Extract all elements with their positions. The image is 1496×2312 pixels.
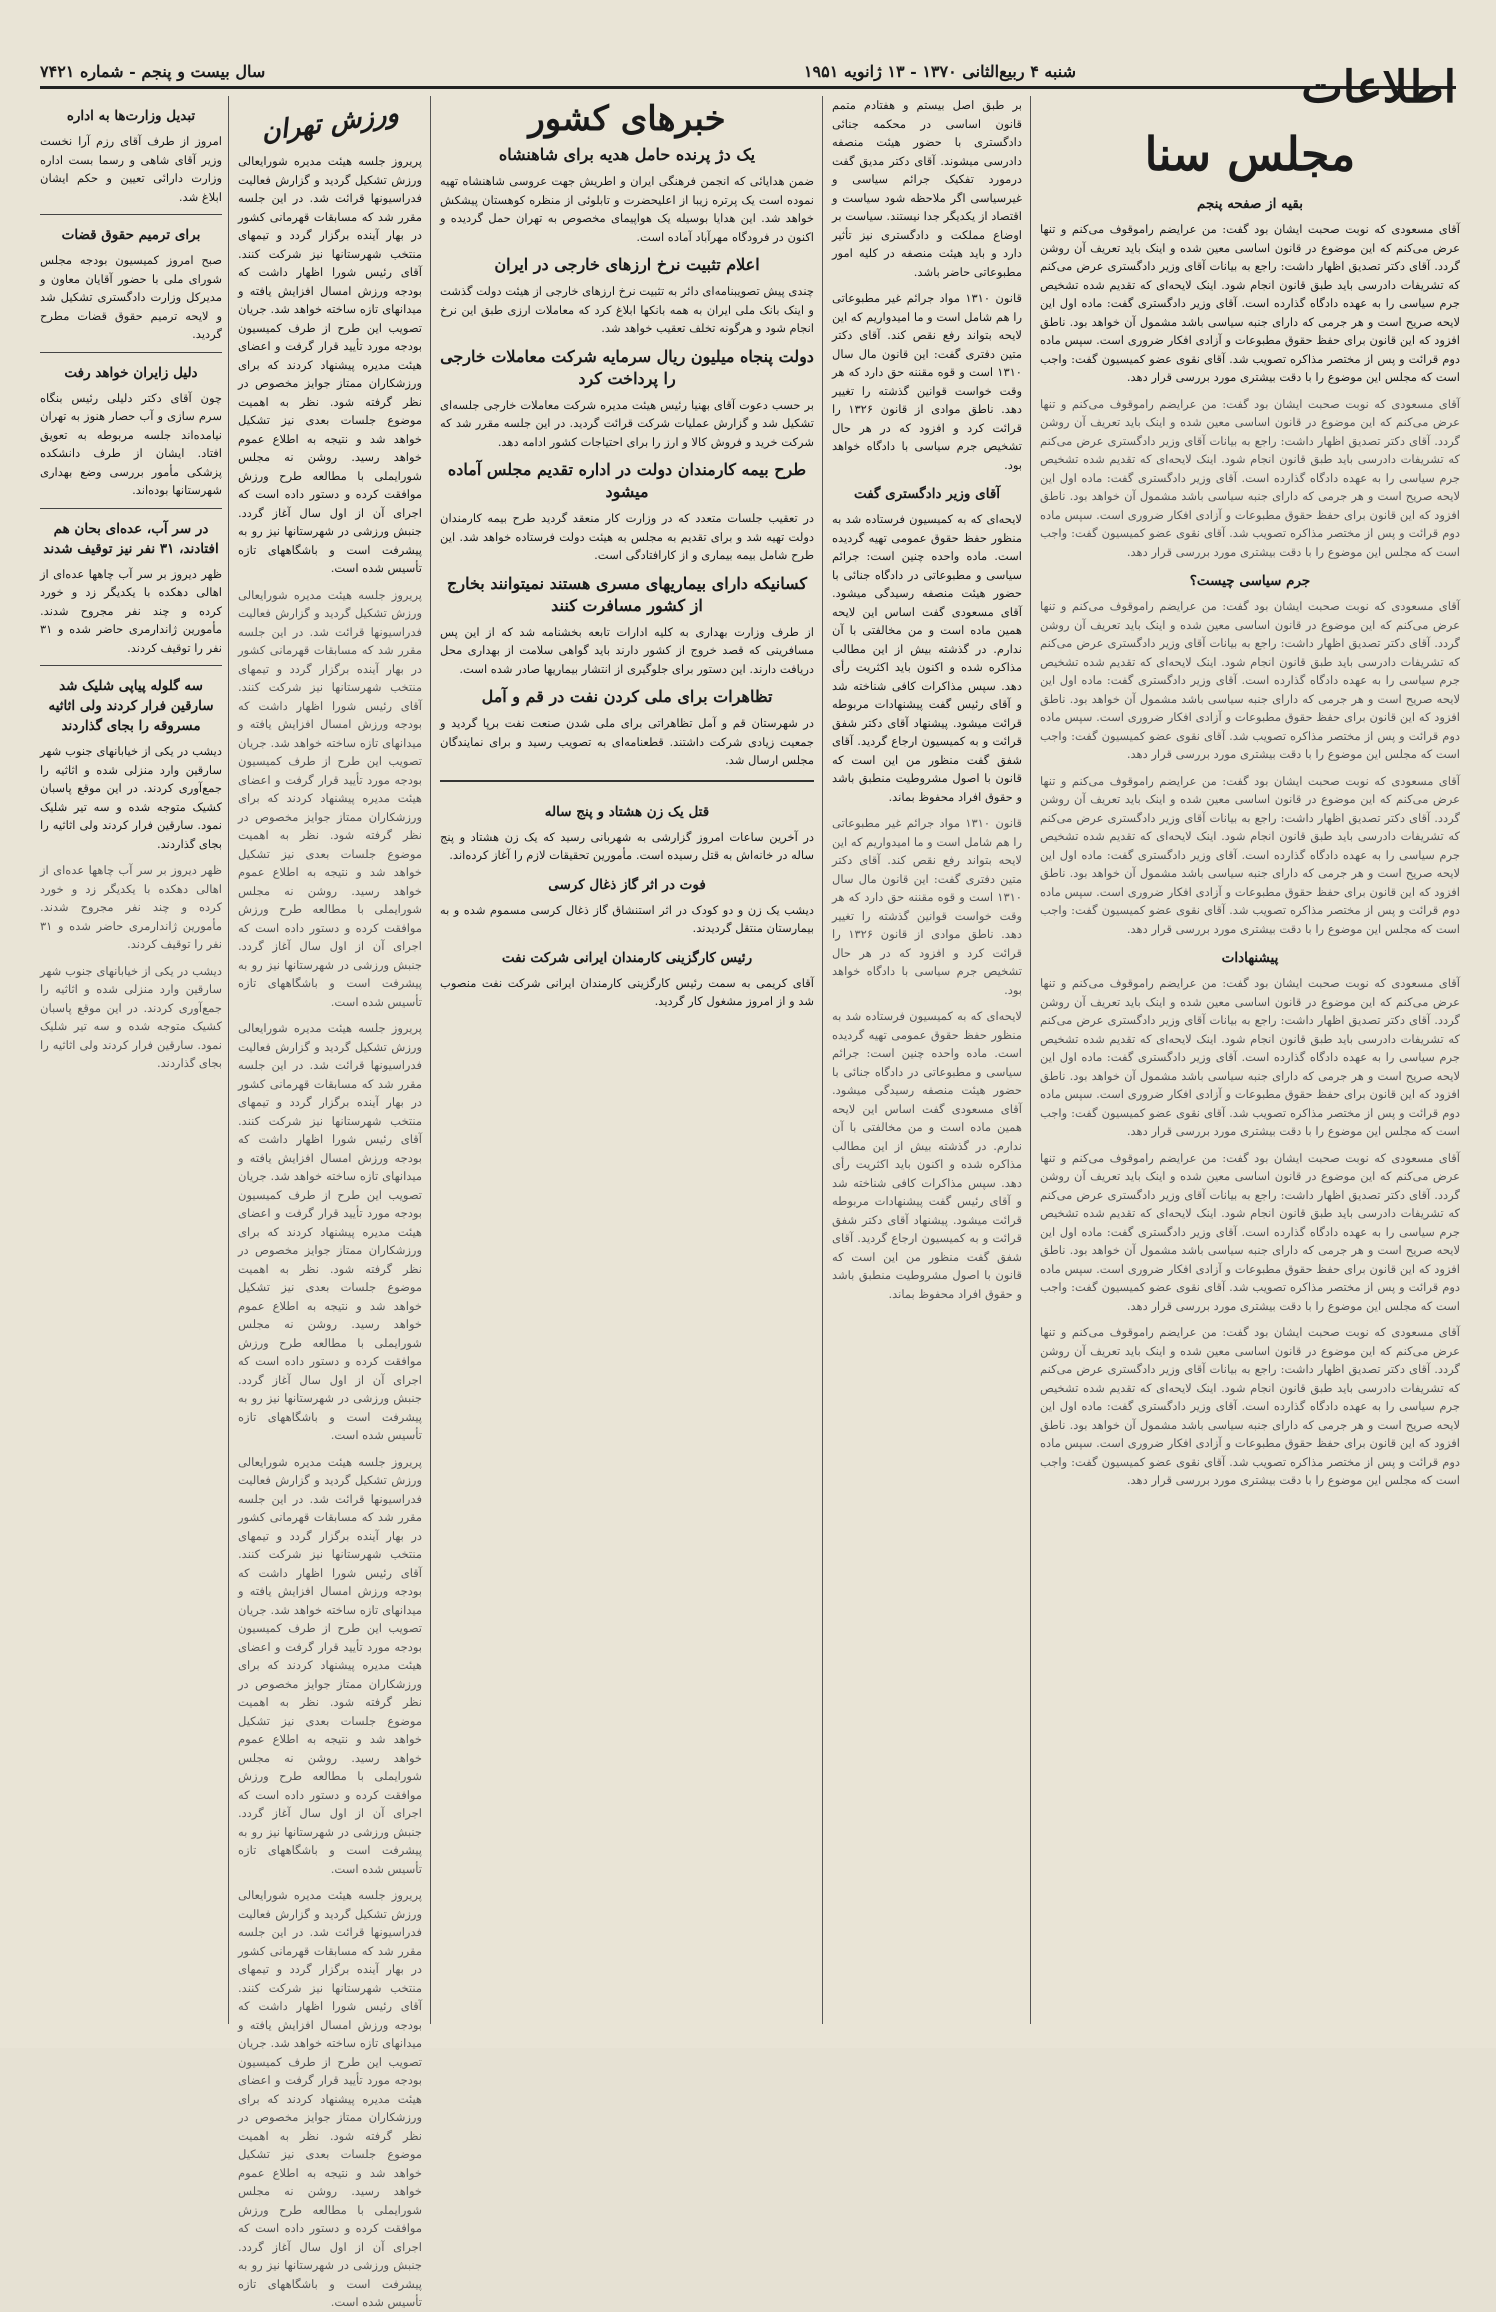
brief4-body: ظهر دیروز بر سر آب چاهها عده‌ای از اهالی دهکده با یکدیگر زد و خورد کرده و چند نفر مجروح شدند. مأمورین ژاندارمری حاضر شده و ۳۱ نفر را توقیف کردند. bbox=[40, 566, 222, 655]
brief1-body: امروز از طرف آقای رزم آرا نخست وزیر آقای شاهی و رسما بست اداره وزارت دارائی تعیین و حکم ایشان ابلاغ شد. bbox=[40, 134, 222, 204]
sports-body-continued: پریروز جلسه هیئت مدیره شورایعالی ورزش تشکیل گردید و گزارش فعالیت فدراسیونها قرائت شد. در این جلسه مقرر شد که مسابقات قهرمانی کشور در بهار آینده برگزار گردد و تیمهای منتخب شهرستانها نیز شرکت کنند. آقای رئیس شورا اظهار داشت که بودجه ورزش امسال افزایش یافته و میدانهای تازه ساخته خواهد شد. جریان تصویب این طرح از طرف کمیسیون بودجه مورد تأیید قرار گرفت و اعضای هیئت مدیره پیشنهاد کردند که برای ورزشکاران ممتاز جوایز مخصوص در نظر گرفته شود. نظر به اهمیت موضوع جلسات بعدی نیز تشکیل خواهد شد و نتیجه به اطلاع عموم خواهد رسید. روشن نه مجلس شورایملی با مطالعه طرح ورزش موافقت کرده و دستور داده است که اجرای آن از اول سال آغاز گردد. جنبش ورزشی در شهرستانها نیز رو به پیشرفت است و باشگاههای تازه تأسیس شده است. bbox=[238, 587, 422, 1009]
divider bbox=[40, 665, 222, 666]
gift-body: ضمن هدایائی که انجمن فرهنگی ایران و اطریش جهت عروسی شاهنشاه تهیه نموده است یک پرتره زیبا از اعلیحضرت و تابلوئی از منظره کوهستان پیشکش خواهد شد. این هدایا بوسیله یک هواپیمای مخصوص به تهران حمل گردیده و اکنون در فرودگاه مهرآباد آماده است. bbox=[440, 174, 814, 244]
sports-body-continued: پریروز جلسه هیئت مدیره شورایعالی ورزش تشکیل گردید و گزارش فعالیت فدراسیونها قرائت شد. در این جلسه مقرر شد که مسابقات قهرمانی کشور در بهار آینده برگزار گردد و تیمهای منتخب شهرستانها نیز شرکت کنند. آقای رئیس شورا اظهار داشت که بودجه ورزش امسال افزایش یافته و میدانهای تازه ساخته خواهد شد. جریان تصویب این طرح از طرف کمیسیون بودجه مورد تأیید قرار گرفت و اعضای هیئت مدیره پیشنهاد کردند که برای ورزشکاران ممتاز جوایز مخصوص در نظر گرفته شود. نظر به اهمیت موضوع جلسات بعدی نیز تشکیل خواهد شد و نتیجه به اطلاع عموم خواهد رسید. روشن نه مجلس شورایملی با مطالعه طرح ورزش موافقت کرده و دستور داده است که اجرای آن از اول سال آغاز گردد. جنبش ورزشی در شهرستانها نیز رو به پیشرفت است و باشگاههای تازه تأسیس شده است. bbox=[238, 1888, 422, 2309]
column-senate bbox=[1040, 118, 1460, 2024]
col2-body-top: بر طبق اصل بیستم و هفتادم متمم قانون اساسی در محکمه جنائی دادگستری با حضور هیئت منصفه دادرسی میشوند. آقای دکتر مدیق گفت درمورد تفکیک جرائم سیاسی و غیرسیاسی اگر ملاحظه شود سیاست و اقتصاد از یکدیگر جدا نیستند. سیاست بر اوضاع مملکت و دادگستری نیز تأثیر دارد و باید هیئت منصفه در کلیه امور مطبوعاتی حاضر باشد. bbox=[832, 98, 1022, 279]
domestic-title: خبرهای کشور bbox=[528, 99, 726, 139]
senate-body-continued: آقای مسعودی که نوبت صحبت ایشان بود گفت: من عرایضم راموقوف می‌کنم و تنها عرض می‌کنم که این موضوع در قانون اساسی معین شده و اینک باید تعریف آن روشن گردد. آقای دکتر تصدیق اظهار داشت: راجع به بیانات آقای وزیر دادگستری عرض می‌کنم که تشریفات دادرسی باید طبق قانون انجام شود. اینک لایحه‌ای که تقدیم شده تشخیص جرم سیاسی را به عهده دادگاه گذارده است. آقای وزیر دادگستری گفت: ماده اول این لایحه صریح است و هر جرمی که دارای جنبه سیاسی باشد مشمول آن خواهد بود. ناطق افزود که این قانون برای حفظ حقوق مطبوعات و آزادی افکار ضروری است. سپس ماده دوم قرائت و پس از مختصر مذاکره تصویب شد. آقای نقوی عضو کمیسیون گفت: واجب است که مجلس این موضوع را با دقت بیشتری مورد بررسی قرار دهد. bbox=[1040, 773, 1460, 936]
insurance-heading: طرح بیمه کارمندان دولت در اداره تقدیم مجلس آماده میشود bbox=[447, 460, 807, 501]
brief5-body: دیشب در یکی از خیابانهای جنوب شهر سارقین وارد منزلی شده و اثاثیه را جمع‌آوری کردند. در این موقع پاسبان کشیک متوجه شده و سه تیر شلیک نمود. سارقین فرار کردند ولی اثاثیه را بجای گذاردند. bbox=[40, 744, 222, 851]
visa-heading: کسانیکه دارای بیماریهای مسری هستند نمیتوانند بخارج از کشور مسافرت کنند bbox=[447, 573, 807, 615]
sports-body: پریروز جلسه هیئت مدیره شورایعالی ورزش تشکیل گردید و گزارش فعالیت فدراسیونها قرائت شد. در این جلسه مقرر شد که مسابقات قهرمانی کشور در بهار آینده برگزار گردد و تیمهای منتخب شهرستانها نیز شرکت کنند. آقای رئیس شورا اظهار داشت که بودجه ورزش امسال افزایش یافته و میدانهای تازه ساخته خواهد شد. جریان تصویب این طرح از طرف کمیسیون بودجه مورد تأیید قرار گرفت و اعضای هیئت مدیره پیشنهاد کردند که برای ورزشکاران ممتاز جوایز مخصوص در نظر گرفته شود. نظر به اهمیت موضوع جلسات بعدی نیز تشکیل خواهد شد و نتیجه به اطلاع عموم خواهد رسید. روشن نه مجلس شورایملی با مطالعه طرح ورزش موافقت کرده و دستور داده است که اجرای آن از اول سال آغاز گردد. جنبش ورزشی در شهرستانها نیز رو به پیشرفت است و باشگاههای تازه تأسیس شده است. bbox=[238, 154, 422, 575]
staff-body: آقای کریمی به سمت رئیس کارگزینی کارمندان ایرانی شرکت نفت منصوب شد و از امروز مشغول کار گردید. bbox=[440, 975, 814, 1008]
brief2-heading: برای ترمیم حقوق قضات bbox=[61, 227, 201, 243]
col2-heading: آقای وزیر دادگستری گفت bbox=[853, 486, 1001, 502]
brief5-heading: سه گلوله پیاپی شلیک شد سارقین فرار کردند ولی اثاثیه مسروقه را بجای گذاردند bbox=[48, 678, 214, 734]
senate-body-continued: آقای مسعودی که نوبت صحبت ایشان بود گفت: من عرایضم راموقوف می‌کنم و تنها عرض می‌کنم که این موضوع در قانون اساسی معین شده و اینک باید تعریف آن روشن گردد. آقای دکتر تصدیق اظهار داشت: راجع به بیانات آقای وزیر دادگستری عرض می‌کنم که تشریفات دادرسی باید طبق قانون انجام شود. اینک لایحه‌ای که تقدیم شده تشخیص جرم سیاسی را به عهده دادگاه گذارده است. آقای وزیر دادگستری گفت: ماده اول این لایحه صریح است و هر جرمی که دارای جنبه سیاسی باشد مشمول آن خواهد بود. ناطق افزود که این قانون برای حفظ حقوق مطبوعات و آزادی افکار ضروری است. سپس ماده دوم قرائت و پس از مختصر مذاکره تصویب شد. آقای نقوی عضو کمیسیون گفت: واجب است که مجلس این موضوع را با دقت بیشتری مورد بررسی قرار دهد. bbox=[1040, 1150, 1460, 1313]
brief5-body-continued: دیشب در یکی از خیابانهای جنوب شهر سارقین وارد منزلی شده و اثاثیه را جمع‌آوری کردند. در این موقع پاسبان کشیک متوجه شده و سه تیر شلیک نمود. سارقین فرار کردند ولی اثاثیه را بجای گذاردند. bbox=[40, 963, 222, 1070]
insurance-body: در تعقیب جلسات متعدد که در وزارت کار منعقد گردید طرح بیمه کارمندان دولت تهیه شد و برای تقدیم به مجلس به هیئت دولت فرستاده خواهد شد. این طرح شامل بیمه بیماری و از کارافتادگی است. bbox=[440, 511, 814, 562]
senate-body-continued: آقای مسعودی که نوبت صحبت ایشان بود گفت: من عرایضم راموقوف می‌کنم و تنها عرض می‌کنم که این موضوع در قانون اساسی معین شده و اینک باید تعریف آن روشن گردد. آقای دکتر تصدیق اظهار داشت: راجع به بیانات آقای وزیر دادگستری عرض می‌کنم که تشریفات دادرسی باید طبق قانون انجام شود. اینک لایحه‌ای که تقدیم شده تشخیص جرم سیاسی را به عهده دادگاه گذارده است. آقای وزیر دادگستری گفت: ماده اول این لایحه صریح است و هر جرمی که دارای جنبه سیاسی باشد مشمول آن خواهد بود. ناطق افزود که این قانون برای حفظ حقوق مطبوعات و آزادی افکار ضروری است. سپس ماده دوم قرائت و پس از مختصر مذاکره تصویب شد. آقای نقوی عضو کمیسیون گفت: واجب است که مجلس این موضوع را با دقت بیشتری مورد بررسی قرار دهد. bbox=[1040, 599, 1460, 761]
senate-body-continued: آقای مسعودی که نوبت صحبت ایشان بود گفت: من عرایضم راموقوف می‌کنم و تنها عرض می‌کنم که این موضوع در قانون اساسی معین شده و اینک باید تعریف آن روشن گردد. آقای دکتر تصدیق اظهار داشت: راجع به بیانات آقای وزیر دادگستری عرض می‌کنم که تشریفات دادرسی باید طبق قانون انجام شود. اینک لایحه‌ای که تقدیم شده تشخیص جرم سیاسی را به عهده دادگاه گذارده است. آقای وزیر دادگستری گفت: ماده اول این لایحه صریح است و هر جرمی که دارای جنبه سیاسی باشد مشمول آن خواهد بود. ناطق افزود که این قانون برای حفظ حقوق مطبوعات و آزادی افکار ضروری است. سپس ماده دوم قرائت و پس از مختصر مذاکره تصویب شد. آقای نقوی عضو کمیسیون گفت: واجب است که مجلس این موضوع را با دقت بیشتری مورد بررسی قرار دهد. bbox=[1040, 1325, 1460, 1487]
loan-heading: دولت پنجاه میلیون ریال سرمایه شرکت معاملات خارجی را پرداخت کرد bbox=[440, 346, 814, 388]
senate-body-continued: آقای مسعودی که نوبت صحبت ایشان بود گفت: من عرایضم راموقوف می‌کنم و تنها عرض می‌کنم که این موضوع در قانون اساسی معین شده و اینک باید تعریف آن روشن گردد. آقای دکتر تصدیق اظهار داشت: راجع به بیانات آقای وزیر دادگستری عرض می‌کنم که تشریفات دادرسی باید طبق قانون انجام شود. اینک لایحه‌ای که تقدیم شده تشخیص جرم سیاسی را به عهده دادگاه گذارده است. آقای وزیر دادگستری گفت: ماده اول این لایحه صریح است و هر جرمی که دارای جنبه سیاسی باشد مشمول آن خواهد بود. ناطق افزود که این قانون برای حفظ حقوق مطبوعات و آزادی افکار ضروری است. سپس ماده دوم قرائت و پس از مختصر مذاکره تصویب شد. آقای نقوی عضو کمیسیون گفت: واجب است که مجلس این موضوع را با دقت بیشتری مورد بررسی قرار دهد. bbox=[1040, 976, 1460, 1138]
column-rule bbox=[822, 96, 823, 2024]
column-rule bbox=[1030, 96, 1031, 2024]
demo-body: در شهرستان قم و آمل تظاهراتی برای ملی شدن صنعت نفت برپا گردید و جمعیت زیادی شرکت داشتند. قطعنامه‌ای به تصویب رسید و برای نمایندگان مجلس ارسال شد. bbox=[440, 716, 814, 767]
col2-body-continued: قانون ۱۳۱۰ مواد جرائم غیر مطبوعاتی را هم شامل است و ما امیدواریم که این لایحه بتواند رفع نقص کند. آقای دکتر متین دفتری گفت: این قانون مال سال ۱۳۱۰ است و قوه مقننه حق دارد که هر وقت خواست قوانین گذشته را تغییر دهد. ناطق موادی از قانون ۱۳۲۶ را قرائت کرد و افزود که در هر حال تشخیص جرم سیاسی با دادگاه خواهد بود. bbox=[832, 816, 1023, 997]
brief5-body-continued: ظهر دیروز بر سر آب چاهها عده‌ای از اهالی دهکده با یکدیگر زد و خورد کرده و چند نفر مجروح شدند. مأمورین ژاندارمری حاضر شده و ۳۱ نفر را توقیف کردند. bbox=[40, 863, 222, 951]
suggestions-heading: پیشنهادات bbox=[1221, 950, 1279, 966]
visa-body: از طرف وزارت بهداری به کلیه ادارات تابعه بخشنامه شد که از این پس مسافرینی که قصد خروج از کشور دارند باید گواهی سلامت از بهداری محل دریافت دارند. این دستور برای جلوگیری از انتشار بیماریها صادر شده است. bbox=[440, 624, 814, 676]
rates-heading: اعلام تثبیت نرخ ارزهای خارجی در ایران bbox=[494, 255, 760, 274]
divider bbox=[40, 508, 222, 509]
column-senate-continued bbox=[832, 96, 1022, 2024]
brief1-heading: تبدیل وزارت‌ها به اداره bbox=[66, 108, 196, 124]
brief4-heading: در سر آب، عده‌ای بحان هم افتادند، ۳۱ نفر نیز توقیف شدند bbox=[43, 520, 219, 557]
column-domestic-news bbox=[440, 96, 814, 2024]
column-briefs bbox=[40, 96, 222, 2024]
senate-body-continued: آقای مسعودی که نوبت صحبت ایشان بود گفت: من عرایضم راموقوف می‌کنم و تنها عرض می‌کنم که این موضوع در قانون اساسی معین شده و اینک باید تعریف آن روشن گردد. آقای دکتر تصدیق اظهار داشت: راجع به بیانات آقای وزیر دادگستری عرض می‌کنم که تشریفات دادرسی باید طبق قانون انجام شود. اینک لایحه‌ای که تقدیم شده تشخیص جرم سیاسی را به عهده دادگاه گذارده است. آقای وزیر دادگستری گفت: ماده اول این لایحه صریح است و هر جرمی که دارای جنبه سیاسی باشد مشمول آن خواهد بود. ناطق افزود که این قانون برای حفظ حقوق مطبوعات و آزادی افکار ضروری است. سپس ماده دوم قرائت و پس از مختصر مذاکره تصویب شد. آقای نقوی عضو کمیسیون گفت: واجب است که مجلس این موضوع را با دقت بیشتری مورد بررسی قرار دهد. bbox=[1040, 396, 1460, 559]
newspaper-logo: اطلاعات bbox=[1301, 62, 1456, 113]
masthead-issue: سال بیست و پنجم - شماره ۷۴۲۱ bbox=[40, 61, 266, 81]
col2-body-continued: لایحه‌ای که به کمیسیون فرستاده شد به منظور حفظ حقوق عمومی تهیه گردیده است. ماده واحده چنین است: جرائم سیاسی و مطبوعاتی در دادگاه جنائی با حضور هیئت منصفه رسیدگی میشود. آقای مسعودی گفت اساس این لایحه همین ماده است و من مخالفتی با آن ندارم. در گذشته بیش از این مطالب مذاکره شده و اکنون باید اکثریت رأی دهد. سپس مذاکرات کافی شناخته شد و آقای رئیس گفت پیشنهادات مربوطه قرائت میشود. پیشنهاد آقای دکتر شفق قرائت و به کمیسیون ارجاع گردید. آقای شفق گفت منظور من این است که قانون با اصول مشروطیت منطبق باشد و حقوق افراد محفوظ بماند. bbox=[832, 1009, 1022, 1301]
column-sports bbox=[238, 96, 422, 2309]
brief3-body: چون آقای دکتر دلیلی رئیس بنگاه سرم سازی و آب حصار هنوز به تهران نیامده‌اند جلسه مربوطه به تعویق افتاد. ایشان از طرف دانشکده پزشکی مأمور بررسی وضع بهداری شهرستانها بوده‌اند. bbox=[40, 390, 222, 497]
senate-subtitle: بقیه از صفحه پنجم bbox=[1196, 196, 1304, 212]
col2-body-bottom: لایحه‌ای که به کمیسیون فرستاده شد به منظور حفظ حقوق عمومی تهیه گردیده است. ماده واحده چنین است: جرائم سیاسی و مطبوعاتی در دادگاه جنائی با حضور هیئت منصفه رسیدگی میشود. آقای مسعودی گفت اساس این لایحه همین ماده است و من مخالفتی با آن ندارم. در گذشته بیش از این مطالب مذاکره شده و اکنون باید اکثریت رأی دهد. سپس مذاکرات کافی شناخته شد و آقای رئیس گفت پیشنهادات مربوطه قرائت میشود. پیشنهاد آقای دکتر شفق قرائت و به کمیسیون ارجاع گردید. آقای شفق گفت منظور من این است که قانون با اصول مشروطیت منطبق باشد و حقوق افراد محفوظ بماند. bbox=[832, 512, 1022, 804]
divider bbox=[40, 214, 222, 215]
gift-heading: یک دژ پرنده حامل هدیه برای شاهنشاه bbox=[498, 145, 756, 164]
murder-body: در آخرین ساعات امروز گزارشی به شهربانی رسید که یک زن هشتاد و پنج ساله در خانه‌اش به قتل رسیده است. مأمورین تحقیقات لازم را آغاز کرده‌اند. bbox=[440, 829, 814, 862]
staff-heading: رئیس کارگزینی کارمندان ایرانی شرکت نفت bbox=[501, 949, 753, 966]
sports-body-continued: پریروز جلسه هیئت مدیره شورایعالی ورزش تشکیل گردید و گزارش فعالیت فدراسیونها قرائت شد. در این جلسه مقرر شد که مسابقات قهرمانی کشور در بهار آینده برگزار گردد و تیمهای منتخب شهرستانها نیز شرکت کنند. آقای رئیس شورا اظهار داشت که بودجه ورزش امسال افزایش یافته و میدانهای تازه ساخته خواهد شد. جریان تصویب این طرح از طرف کمیسیون بودجه مورد تأیید قرار گرفت و اعضای هیئت مدیره پیشنهاد کردند که برای ورزشکاران ممتاز جوایز مخصوص در نظر گرفته شود. نظر به اهمیت موضوع جلسات بعدی نیز تشکیل خواهد شد و نتیجه به اطلاع عموم خواهد رسید. روشن نه مجلس شورایملی با مطالعه طرح ورزش موافقت کرده و دستور داده است که اجرای آن از اول سال آغاز گردد. جنبش ورزشی در شهرستانها نیز رو به پیشرفت است و باشگاههای تازه تأسیس شده است. bbox=[238, 1021, 422, 1442]
column-rule bbox=[430, 96, 431, 2024]
col2-body-mid: قانون ۱۳۱۰ مواد جرائم غیر مطبوعاتی را هم شامل است و ما امیدواریم که این لایحه بتواند رفع نقص کند. آقای دکتر متین دفتری گفت: این قانون مال سال ۱۳۱۰ است و قوه مقننه حق دارد که هر وقت خواست قوانین گذشته را تغییر دهد. ناطق موادی از قانون ۱۳۲۶ را قرائت کرد و افزود که در هر حال تشخیص جرم سیاسی با دادگاه خواهد بود. bbox=[832, 291, 1023, 472]
gas-body: دیشب یک زن و دو کودک در اثر استنشاق گاز ذغال کرسی مسموم شده و به بیمارستان منتقل گردیدند. bbox=[440, 902, 814, 935]
murder-heading: قتل یک زن هشتاد و پنج ساله bbox=[544, 803, 710, 820]
crime-heading: جرم سیاسی چیست؟ bbox=[1189, 573, 1311, 589]
brief-column bbox=[440, 792, 814, 1019]
masthead-bar bbox=[40, 56, 1456, 89]
sports-body-continued: پریروز جلسه هیئت مدیره شورایعالی ورزش تشکیل گردید و گزارش فعالیت فدراسیونها قرائت شد. در این جلسه مقرر شد که مسابقات قهرمانی کشور در بهار آینده برگزار گردد و تیمهای منتخب شهرستانها نیز شرکت کنند. آقای رئیس شورا اظهار داشت که بودجه ورزش امسال افزایش یافته و میدانهای تازه ساخته خواهد شد. جریان تصویب این طرح از طرف کمیسیون بودجه مورد تأیید قرار گرفت و اعضای هیئت مدیره پیشنهاد کردند که برای ورزشکاران ممتاز جوایز مخصوص در نظر گرفته شود. نظر به اهمیت موضوع جلسات بعدی نیز تشکیل خواهد شد و نتیجه به اطلاع عموم خواهد رسید. روشن نه مجلس شورایملی با مطالعه طرح ورزش موافقت کرده و دستور داده است که اجرای آن از اول سال آغاز گردد. جنبش ورزشی در شهرستانها نیز رو به پیشرفت است و باشگاههای تازه تأسیس شده است. bbox=[238, 1454, 422, 1876]
section-divider bbox=[440, 780, 814, 782]
bottom-briefs bbox=[440, 792, 814, 1019]
senate-title: مجلس سنا bbox=[1144, 127, 1356, 181]
rates-body: چندی پیش تصویبنامه‌ای دائر به تثبیت نرخ ارزهای خارجی از هیئت دولت گذشت و اینک بانک ملی ایران به همه بانکها ابلاغ کرد که معاملات ارزی طبق این نرخ انجام شود و هرگونه تخلف تعقیب خواهد شد. bbox=[440, 284, 814, 335]
masthead-date: شنبه ۴ ربیع‌الثانی ۱۳۷۰ - ۱۳ ژانویه ۱۹۵۱ bbox=[803, 61, 1076, 81]
divider bbox=[40, 352, 222, 353]
sports-title: ورزش تهران bbox=[259, 98, 401, 148]
senate-body: آقای مسعودی که نوبت صحبت ایشان بود گفت: من عرایضم راموقوف می‌کنم و تنها عرض می‌کنم که این موضوع در قانون اساسی معین شده و اینک باید تعریف آن روشن گردد. آقای دکتر تصدیق اظهار داشت: راجع به بیانات آقای وزیر دادگستری عرض می‌کنم که تشریفات دادرسی باید طبق قانون انجام شود. اینک لایحه‌ای که تقدیم شده تشخیص جرم سیاسی را به عهده دادگاه گذارده است. آقای وزیر دادگستری گفت: ماده اول این لایحه صریح است و هر جرمی که دارای جنبه سیاسی باشد مشمول آن خواهد بود. ناطق افزود که این قانون برای حفظ حقوق مطبوعات و آزادی افکار ضروری است. سپس ماده دوم قرائت و پس از مختصر مذاکره تصویب شد. آقای نقوی عضو کمیسیون گفت: واجب است که مجلس این موضوع را با دقت بیشتری مورد بررسی قرار دهد. bbox=[1040, 222, 1460, 384]
column-rule bbox=[228, 96, 229, 2024]
brief2-body: صبح امروز کمیسیون بودجه مجلس شورای ملی با حضور آقایان معاون و مدیرکل وزارت دادگستری تشکیل شد و لایحه ترمیم حقوق قضات مطرح گردید. bbox=[40, 253, 222, 341]
brief3-heading: دلیل زایران خواهد رفت bbox=[64, 364, 198, 381]
demo-heading: تظاهرات برای ملی کردن نفت در قم و آمل bbox=[481, 687, 773, 706]
gas-heading: فوت در اثر گاز ذغال کرسی bbox=[548, 876, 706, 893]
loan-body: بر حسب دعوت آقای بهنیا رئیس هیئت مدیره شرکت معاملات خارجی جلسه‌ای تشکیل شد و گزارش عملیات شرکت قرائت گردید. در این جلسه مقرر شد که شرکت خرید و فروش کالا و ارز را برای احتیاجات کشور ادامه دهد. bbox=[440, 397, 814, 449]
